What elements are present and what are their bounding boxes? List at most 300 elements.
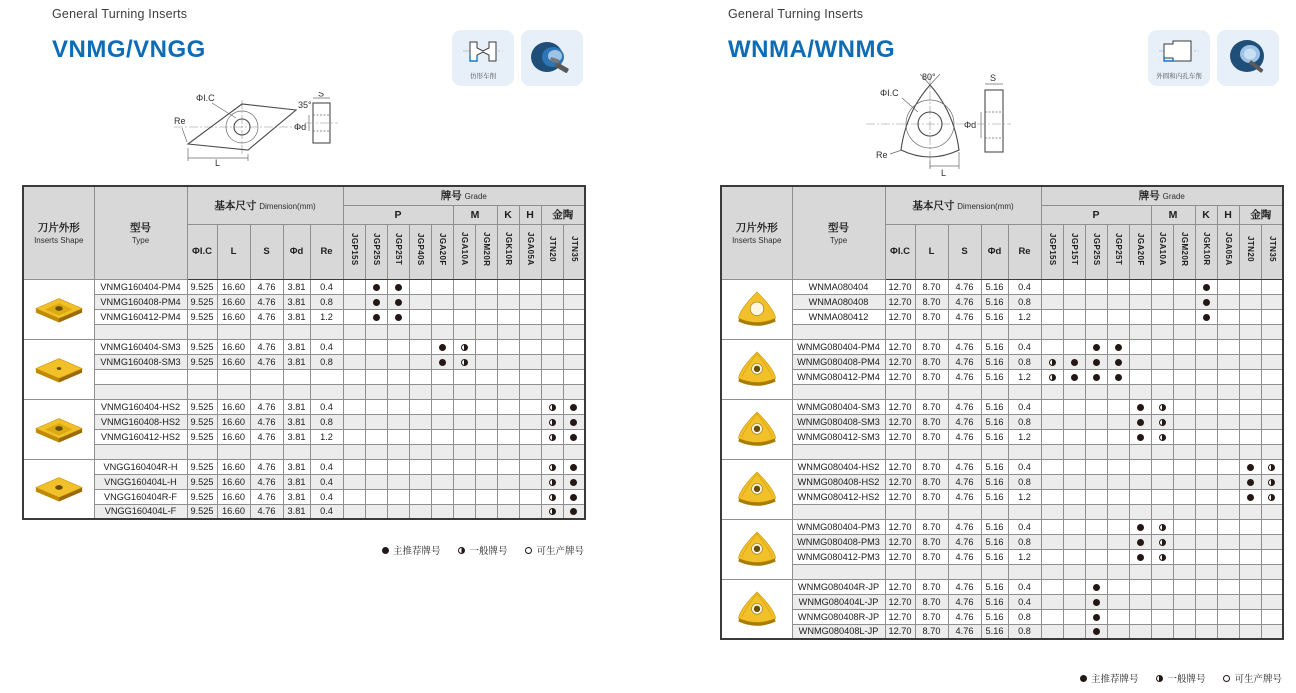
grade-mark-full xyxy=(395,284,402,291)
grade-cell xyxy=(1261,354,1283,369)
grade-cell xyxy=(1217,489,1239,504)
dimension-cell: 4.76 xyxy=(948,399,981,414)
table-row xyxy=(23,354,585,369)
grade-cell xyxy=(409,384,431,399)
grade-mark-full xyxy=(1093,584,1100,591)
dimension-cell: 12.70 xyxy=(885,534,915,549)
grade-cell xyxy=(1063,519,1085,534)
grade-cell xyxy=(1261,534,1283,549)
grade-group-金陶: 金陶 xyxy=(1239,205,1283,224)
grade-cell xyxy=(1239,414,1261,429)
grade-mark-half xyxy=(461,344,468,351)
dimension-cell xyxy=(948,504,981,519)
grade-cell xyxy=(1195,429,1217,444)
grade-cell xyxy=(409,279,431,294)
grade-mark-full xyxy=(570,404,577,411)
grade-cell xyxy=(1151,609,1173,624)
grade-cell xyxy=(1261,414,1283,429)
type-cell xyxy=(94,324,187,339)
grade-cell xyxy=(563,384,585,399)
grade-cell xyxy=(519,489,541,504)
grade-cell xyxy=(519,309,541,324)
grade-cell xyxy=(1217,324,1239,339)
dimension-cell xyxy=(915,444,948,459)
grade-cell xyxy=(1239,459,1261,474)
dimension-cell: 4.76 xyxy=(250,399,283,414)
grade-cell xyxy=(1217,474,1239,489)
grade-cell xyxy=(365,324,387,339)
dimension-cell xyxy=(981,324,1008,339)
grade-cell xyxy=(1239,384,1261,399)
grade-cell xyxy=(475,339,497,354)
grade-cell xyxy=(519,444,541,459)
legend-item xyxy=(1156,671,1205,685)
dimension-cell: 12.70 xyxy=(885,594,915,609)
grade-mark-full xyxy=(439,359,446,366)
grade-cell xyxy=(1063,414,1085,429)
grade-cell xyxy=(1195,579,1217,594)
dimension-cell xyxy=(981,564,1008,579)
table-row xyxy=(23,429,585,444)
grade-cell xyxy=(1151,429,1173,444)
dimension-cell: 0.8 xyxy=(1008,354,1041,369)
table-row xyxy=(721,369,1283,384)
page-title: WNMA/WNMG xyxy=(728,36,896,63)
grade-cell xyxy=(1063,504,1085,519)
dimension-cell: 4.76 xyxy=(250,474,283,489)
grade-cell xyxy=(1085,534,1107,549)
grade-cell xyxy=(1107,594,1129,609)
grade-cell xyxy=(1063,429,1085,444)
grade-cell xyxy=(343,339,365,354)
insert-shape-image xyxy=(23,339,94,399)
table-row xyxy=(23,444,585,459)
grade-cell xyxy=(1239,309,1261,324)
dimension-cell: 5.16 xyxy=(981,279,1008,294)
legend-item xyxy=(458,543,507,557)
grade-cell xyxy=(1261,489,1283,504)
vnmg-table-wrap xyxy=(22,185,586,520)
dimension-cell: 5.16 xyxy=(981,354,1008,369)
grade-cell xyxy=(1129,414,1151,429)
grade-cell xyxy=(1195,384,1217,399)
dimension-cell xyxy=(948,324,981,339)
table-row xyxy=(721,279,1283,294)
grade-mark-half xyxy=(549,434,556,441)
table-row xyxy=(721,354,1283,369)
grade-cell xyxy=(365,399,387,414)
table-row xyxy=(721,384,1283,399)
grade-cell xyxy=(1217,294,1239,309)
insert-shape-image xyxy=(721,399,792,459)
insert-shape-image xyxy=(721,339,792,399)
dimension-cell xyxy=(915,564,948,579)
grade-cell xyxy=(1239,594,1261,609)
header-inserts-shape: 刀片外形 Inserts Shape xyxy=(23,186,94,279)
grade-cell xyxy=(1063,399,1085,414)
grade-mark-full xyxy=(1203,299,1210,306)
grade-cell xyxy=(541,399,563,414)
grade-cell xyxy=(431,489,453,504)
grade-mark-full xyxy=(373,314,380,321)
grade-mark-full xyxy=(1137,539,1144,546)
grade-cell xyxy=(541,369,563,384)
grade-cell xyxy=(1085,609,1107,624)
grade-cell xyxy=(343,489,365,504)
grade-cell xyxy=(1151,474,1173,489)
grade-cell xyxy=(453,459,475,474)
dimension-cell: 8.70 xyxy=(915,534,948,549)
grade-cell xyxy=(1107,579,1129,594)
grade-col-header: JGP15S xyxy=(343,224,365,279)
grade-cell xyxy=(1085,504,1107,519)
grade-cell xyxy=(387,459,409,474)
grade-cell xyxy=(431,474,453,489)
header-type: 型号 Type xyxy=(94,186,187,279)
type-cell: WNMA080404 xyxy=(792,279,885,294)
dimension-cell xyxy=(915,504,948,519)
grade-cell xyxy=(519,384,541,399)
grade-cell xyxy=(1041,594,1063,609)
grade-mark-half xyxy=(1268,464,1275,471)
dim-col-header: Re xyxy=(310,224,343,279)
grade-cell xyxy=(1063,444,1085,459)
grade-cell xyxy=(1129,399,1151,414)
grade-col-header: JTN20 xyxy=(1239,224,1261,279)
dimension-cell: 5.16 xyxy=(981,609,1008,624)
grade-cell xyxy=(1107,354,1129,369)
grade-cell xyxy=(1041,414,1063,429)
wnmg-technical-drawing xyxy=(858,72,1018,182)
legend-label: 一般牌号 xyxy=(1167,674,1206,685)
grade-cell xyxy=(1107,399,1129,414)
grade-cell xyxy=(409,429,431,444)
grade-cell xyxy=(1173,414,1195,429)
grade-cell xyxy=(519,294,541,309)
grade-cell xyxy=(497,504,519,519)
grade-col-header: JTN20 xyxy=(541,224,563,279)
dimension-cell: 5.16 xyxy=(981,294,1008,309)
grade-cell xyxy=(1261,564,1283,579)
type-cell: VNMG160408-PM4 xyxy=(94,294,187,309)
grade-cell xyxy=(387,474,409,489)
dimension-cell xyxy=(981,384,1008,399)
grade-cell xyxy=(1173,579,1195,594)
dimension-cell: 3.81 xyxy=(283,429,310,444)
grade-cell xyxy=(431,309,453,324)
grade-cell xyxy=(453,504,475,519)
grade-cell xyxy=(453,384,475,399)
grade-col-header: JGP25T xyxy=(387,224,409,279)
table-row xyxy=(23,294,585,309)
grade-cell xyxy=(409,474,431,489)
grade-cell xyxy=(497,369,519,384)
grade-cell xyxy=(1063,474,1085,489)
dimension-cell: 8.70 xyxy=(915,279,948,294)
dimension-cell: 1.2 xyxy=(1008,369,1041,384)
type-cell: VNMG160408-HS2 xyxy=(94,414,187,429)
grade-cell xyxy=(1239,324,1261,339)
grade-cell xyxy=(497,414,519,429)
dimension-cell xyxy=(885,564,915,579)
grade-col-header: JGA10A xyxy=(1151,224,1173,279)
dimension-cell: 16.60 xyxy=(217,399,250,414)
dimension-cell: 8.70 xyxy=(915,549,948,564)
table-row xyxy=(721,324,1283,339)
dimension-cell: 12.70 xyxy=(885,459,915,474)
dimension-cell: 1.2 xyxy=(1008,489,1041,504)
dimension-cell: 16.60 xyxy=(217,279,250,294)
grade-cell xyxy=(475,399,497,414)
grade-cell xyxy=(1217,444,1239,459)
dimension-cell: 8.70 xyxy=(915,294,948,309)
grade-cell xyxy=(1063,564,1085,579)
type-cell: WNMG080408-HS2 xyxy=(792,474,885,489)
grade-cell xyxy=(1107,564,1129,579)
grade-cell xyxy=(1195,594,1217,609)
dimension-cell: 12.70 xyxy=(885,474,915,489)
grade-cell xyxy=(1217,459,1239,474)
grade-cell xyxy=(387,384,409,399)
grade-cell xyxy=(1217,399,1239,414)
grade-cell xyxy=(431,414,453,429)
grade-cell xyxy=(1217,504,1239,519)
grade-cell xyxy=(1239,369,1261,384)
dimension-cell xyxy=(885,384,915,399)
grade-cell xyxy=(1151,564,1173,579)
grade-cell xyxy=(1217,339,1239,354)
grade-cell xyxy=(365,429,387,444)
dimension-cell: 8.70 xyxy=(915,354,948,369)
dimension-cell: 0.4 xyxy=(1008,399,1041,414)
grade-cell xyxy=(343,354,365,369)
grade-cell xyxy=(1261,279,1283,294)
grade-cell xyxy=(1151,384,1173,399)
grade-cell xyxy=(1261,549,1283,564)
dimension-cell xyxy=(310,444,343,459)
grade-group-M: M xyxy=(1151,205,1195,224)
grade-cell xyxy=(1173,624,1195,639)
dimension-cell: 3.81 xyxy=(283,489,310,504)
grade-cell xyxy=(1129,474,1151,489)
legend-half-dot xyxy=(1156,675,1163,682)
grade-legend xyxy=(720,671,1282,685)
dimension-cell: 4.76 xyxy=(948,534,981,549)
grade-cell xyxy=(541,444,563,459)
dim-col-header: Re xyxy=(1008,224,1041,279)
grade-cell xyxy=(343,369,365,384)
grade-cell xyxy=(1107,279,1129,294)
grade-cell xyxy=(1151,324,1173,339)
dimension-cell xyxy=(187,444,217,459)
grade-cell xyxy=(1041,489,1063,504)
grade-cell xyxy=(365,279,387,294)
grade-cell xyxy=(1107,429,1129,444)
grade-cell xyxy=(409,339,431,354)
grade-cell xyxy=(453,294,475,309)
grade-group-P: P xyxy=(343,205,453,224)
dimension-cell: 12.70 xyxy=(885,624,915,639)
w-pm-insert-image xyxy=(732,346,782,390)
dimension-cell: 5.16 xyxy=(981,399,1008,414)
grade-col-header: JGK10R xyxy=(497,224,519,279)
type-cell: WNMA080412 xyxy=(792,309,885,324)
dimension-cell: 16.60 xyxy=(217,489,250,504)
type-cell: VNMG160412-HS2 xyxy=(94,429,187,444)
grade-cell xyxy=(1173,429,1195,444)
grade-cell xyxy=(1107,369,1129,384)
grade-col-header: JGA05A xyxy=(519,224,541,279)
grade-cell xyxy=(1261,324,1283,339)
grade-mark-full xyxy=(1093,599,1100,606)
grade-mark-full xyxy=(1115,344,1122,351)
grade-group-K: K xyxy=(497,205,519,224)
dimension-cell: 16.60 xyxy=(217,294,250,309)
grade-cell xyxy=(409,354,431,369)
dimension-cell: 4.76 xyxy=(948,594,981,609)
grade-cell xyxy=(343,384,365,399)
grade-cell xyxy=(1261,399,1283,414)
grade-cell xyxy=(497,459,519,474)
legend-full-dot xyxy=(382,547,389,554)
dimension-cell: 16.60 xyxy=(217,309,250,324)
table-row xyxy=(721,399,1283,414)
grade-cell xyxy=(1107,624,1129,639)
grade-mark-half xyxy=(549,479,556,486)
grade-cell xyxy=(541,414,563,429)
grade-cell xyxy=(1261,459,1283,474)
dim-col-header: ΦI.C xyxy=(885,224,915,279)
grade-cell xyxy=(1041,519,1063,534)
grade-cell xyxy=(1129,444,1151,459)
type-cell: WNMG080412-SM3 xyxy=(792,429,885,444)
dimension-cell xyxy=(250,444,283,459)
dimension-cell: 3.81 xyxy=(283,309,310,324)
grade-cell xyxy=(1151,579,1173,594)
table-row xyxy=(721,549,1283,564)
grade-col-header: JGP25S xyxy=(1085,224,1107,279)
grade-cell xyxy=(409,369,431,384)
grade-cell xyxy=(475,324,497,339)
dimension-cell: 3.81 xyxy=(283,354,310,369)
grade-cell xyxy=(1239,564,1261,579)
grade-cell xyxy=(1129,279,1151,294)
grade-cell xyxy=(1107,444,1129,459)
grade-cell xyxy=(387,444,409,459)
w-pm3-insert-image xyxy=(732,526,782,570)
grade-cell xyxy=(1151,414,1173,429)
grade-cell xyxy=(1195,309,1217,324)
dimension-cell xyxy=(885,504,915,519)
grade-cell xyxy=(1239,519,1261,534)
grade-cell xyxy=(365,474,387,489)
grade-mark-half xyxy=(549,508,556,515)
grade-cell xyxy=(387,429,409,444)
dimension-cell xyxy=(1008,324,1041,339)
dimension-cell: 4.76 xyxy=(948,624,981,639)
grade-cell xyxy=(475,489,497,504)
table-row xyxy=(721,294,1283,309)
grade-cell xyxy=(1239,504,1261,519)
type-cell: WNMG080412-HS2 xyxy=(792,489,885,504)
grade-col-header: JGA05A xyxy=(1217,224,1239,279)
grade-cell xyxy=(1195,519,1217,534)
grade-mark-full xyxy=(395,314,402,321)
grade-cell xyxy=(343,459,365,474)
grade-cell xyxy=(1041,384,1063,399)
grade-cell xyxy=(1085,624,1107,639)
grade-cell xyxy=(453,489,475,504)
grade-cell xyxy=(1151,279,1173,294)
grade-cell xyxy=(475,384,497,399)
grade-cell xyxy=(1085,309,1107,324)
dimension-cell: 3.81 xyxy=(283,339,310,354)
dimension-cell xyxy=(915,384,948,399)
grade-cell xyxy=(541,459,563,474)
table-row xyxy=(23,399,585,414)
grade-cell xyxy=(563,459,585,474)
grade-cell xyxy=(1129,504,1151,519)
type-cell: WNMA080408 xyxy=(792,294,885,309)
insert-shape-image xyxy=(23,279,94,339)
grade-cell xyxy=(563,279,585,294)
grade-cell xyxy=(1261,429,1283,444)
dimension-cell: 9.525 xyxy=(187,489,217,504)
grade-cell xyxy=(431,384,453,399)
grade-cell xyxy=(1085,429,1107,444)
type-cell: WNMG080408-SM3 xyxy=(792,414,885,429)
grade-cell xyxy=(1129,429,1151,444)
type-cell xyxy=(94,369,187,384)
grade-cell xyxy=(387,339,409,354)
label-l: L xyxy=(941,168,947,177)
grade-col-header: JGK10R xyxy=(1195,224,1217,279)
grade-cell xyxy=(1107,609,1129,624)
grade-cell xyxy=(1129,309,1151,324)
table-row xyxy=(721,339,1283,354)
dimension-cell: 5.16 xyxy=(981,549,1008,564)
grade-cell xyxy=(453,339,475,354)
grade-cell xyxy=(1085,369,1107,384)
type-cell: VNGG160404L-F xyxy=(94,504,187,519)
grade-cell xyxy=(1151,489,1173,504)
dimension-cell xyxy=(217,369,250,384)
dimension-cell: 5.16 xyxy=(981,339,1008,354)
grade-cell xyxy=(1107,384,1129,399)
table-row xyxy=(23,474,585,489)
grade-cell xyxy=(541,354,563,369)
grade-group-金陶: 金陶 xyxy=(541,205,585,224)
type-cell: WNMG080408L-JP xyxy=(792,624,885,639)
dimension-cell: 4.76 xyxy=(250,294,283,309)
dimension-cell: 1.2 xyxy=(1008,309,1041,324)
grade-cell xyxy=(1217,594,1239,609)
grade-cell xyxy=(1129,369,1151,384)
grade-cell xyxy=(1173,564,1195,579)
dimension-cell: 0.8 xyxy=(1008,534,1041,549)
dimension-cell xyxy=(250,384,283,399)
dimension-cell: 4.76 xyxy=(948,414,981,429)
grade-cell xyxy=(1173,354,1195,369)
grade-cell xyxy=(1063,384,1085,399)
grade-cell xyxy=(1041,609,1063,624)
dimension-cell: 9.525 xyxy=(187,474,217,489)
dimension-cell: 9.525 xyxy=(187,339,217,354)
grade-col-header: JTN35 xyxy=(563,224,585,279)
type-cell: VNGG160404R-H xyxy=(94,459,187,474)
grade-cell xyxy=(387,354,409,369)
dimension-cell: 4.76 xyxy=(948,369,981,384)
